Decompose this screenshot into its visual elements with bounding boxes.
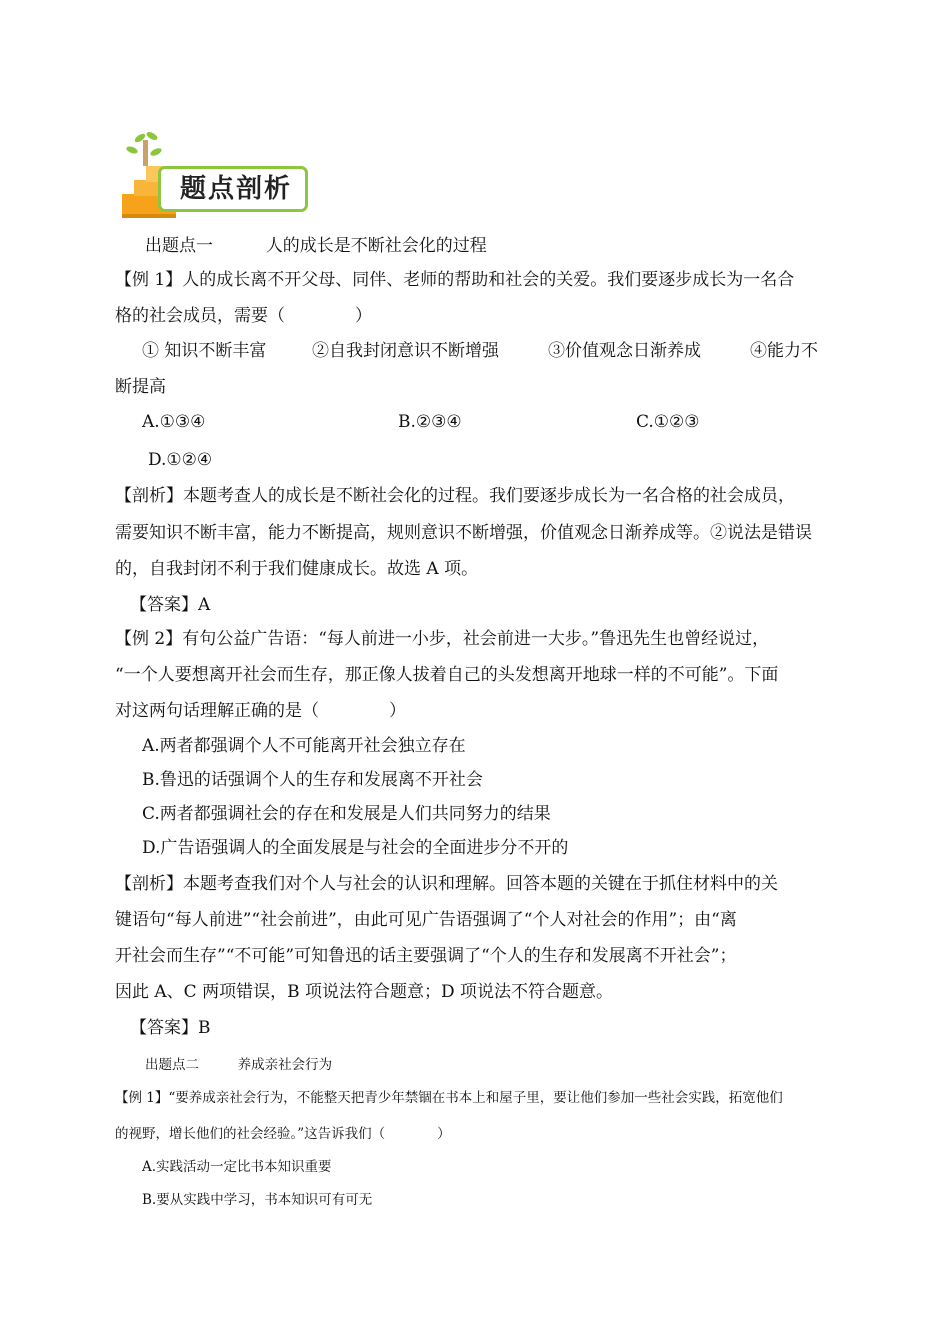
logo-title: 题点剖析 <box>180 174 293 204</box>
ex1-option-2: ②自我封闭意识不断增强 <box>312 341 499 361</box>
ex1-question-line1: 【例 1】人的成长离不开父母、同伴、老师的帮助和社会的关爱。我们要逐步成长为一名合 <box>115 270 795 290</box>
ex1-choice-a: A.①③④ <box>142 412 206 432</box>
ex2-choice-d: D.广告语强调人的全面发展是与社会的全面进步分不开的 <box>142 838 569 858</box>
ex2-question-text: 对这两句话理解正确的是（ <box>115 701 319 721</box>
ex1-analysis-line2: 需要知识不断丰富，能力不断提高，规则意识不断增强，价值观念日渐养成等。②说法是错误 <box>115 523 812 543</box>
s2-ex1-question-line1: 【例 1】“要养成亲社会行为，不能整天把青少年禁锢在书本上和屋子里，要让他们参加一些社会实践，拓宽他们 <box>115 1090 783 1106</box>
ex1-option-1: ① 知识不断丰富 <box>142 341 267 361</box>
ex1-question-line2 <box>115 304 372 328</box>
section1-title: 人的成长是不断社会化的过程 <box>265 236 487 256</box>
ex2-analysis-line1: 【剖析】本题考查我们对个人与社会的认识和理解。回答本题的关键在于抓住材料中的关 <box>115 874 778 894</box>
ex1-option-4-cont: 断提高 <box>115 377 166 397</box>
section1-heading <box>145 234 487 258</box>
section1-label: 出题点一 <box>145 236 213 256</box>
s2-ex1-choice-a: A.实践活动一定比书本知识重要 <box>142 1159 332 1175</box>
ex2-analysis-line4: 因此 A、C 两项错误，B 项说法符合题意；D 项说法不符合题意。 <box>115 982 614 1002</box>
section2-title: 养成亲社会行为 <box>237 1057 333 1073</box>
s2-ex1-question-line2 <box>115 1122 451 1146</box>
ex1-analysis-line3: 的，自我封闭不利于我们健康成长。故选 A 项。 <box>115 559 479 579</box>
ex1-question-bracket: ） <box>355 306 372 326</box>
s2-ex1-choice-b: B.要从实践中学习，书本知识可有可无 <box>142 1192 373 1208</box>
ex2-question-line2: “一个人要想离开社会而生存，那正像人拔着自己的头发想离开地球一样的不可能”。下面 <box>115 665 779 685</box>
ex2-question-line1: 【例 2】有句公益广告语：“每人前进一小步，社会前进一大步。”鲁迅先生也曾经说过， <box>115 629 770 649</box>
ex1-answer: 【答案】A <box>130 595 211 615</box>
ex1-analysis-line1: 【剖析】本题考查人的成长是不断社会化的过程。我们要逐步成长为一名合格的社会成员， <box>115 486 795 506</box>
ex2-question-line3 <box>115 699 406 723</box>
ex1-option-3: ③价值观念日渐养成 <box>548 341 701 361</box>
ex2-answer: 【答案】B <box>130 1018 211 1038</box>
s2-ex1-question-bracket: ） <box>437 1126 451 1142</box>
ex1-choice-d: D.①②④ <box>148 450 213 470</box>
ex2-choice-c: C.两者都强调社会的存在和发展是人们共同努力的结果 <box>142 804 551 824</box>
ex2-question-bracket: ） <box>389 701 406 721</box>
section2-label: 出题点二 <box>145 1057 199 1073</box>
ex1-option-4: ④能力不 <box>750 341 818 361</box>
ex1-choice-b: B.②③④ <box>398 412 462 432</box>
s2-ex1-question-text: 的视野，增长他们的社会经验。”这告诉我们（ <box>115 1126 386 1142</box>
ex2-analysis-line2: 键语句“每人前进”“社会前进”，由此可见广告语强调了“个人对社会的作用”；由“离 <box>115 910 737 930</box>
ex2-analysis-line3: 开社会而生存”“不可能”可知鲁迅的话主要强调了“个人的生存和发展离不开社会”； <box>115 946 737 966</box>
section-logo <box>118 128 310 224</box>
section2-heading <box>145 1053 332 1077</box>
ex1-question-text: 格的社会成员，需要（ <box>115 306 285 326</box>
ex2-choice-a: A.两者都强调个人不可能离开社会独立存在 <box>142 736 466 756</box>
ex1-choice-c: C.①②③ <box>636 412 700 432</box>
ex2-choice-b: B.鲁迅的话强调个人的生存和发展离不开社会 <box>142 770 483 790</box>
